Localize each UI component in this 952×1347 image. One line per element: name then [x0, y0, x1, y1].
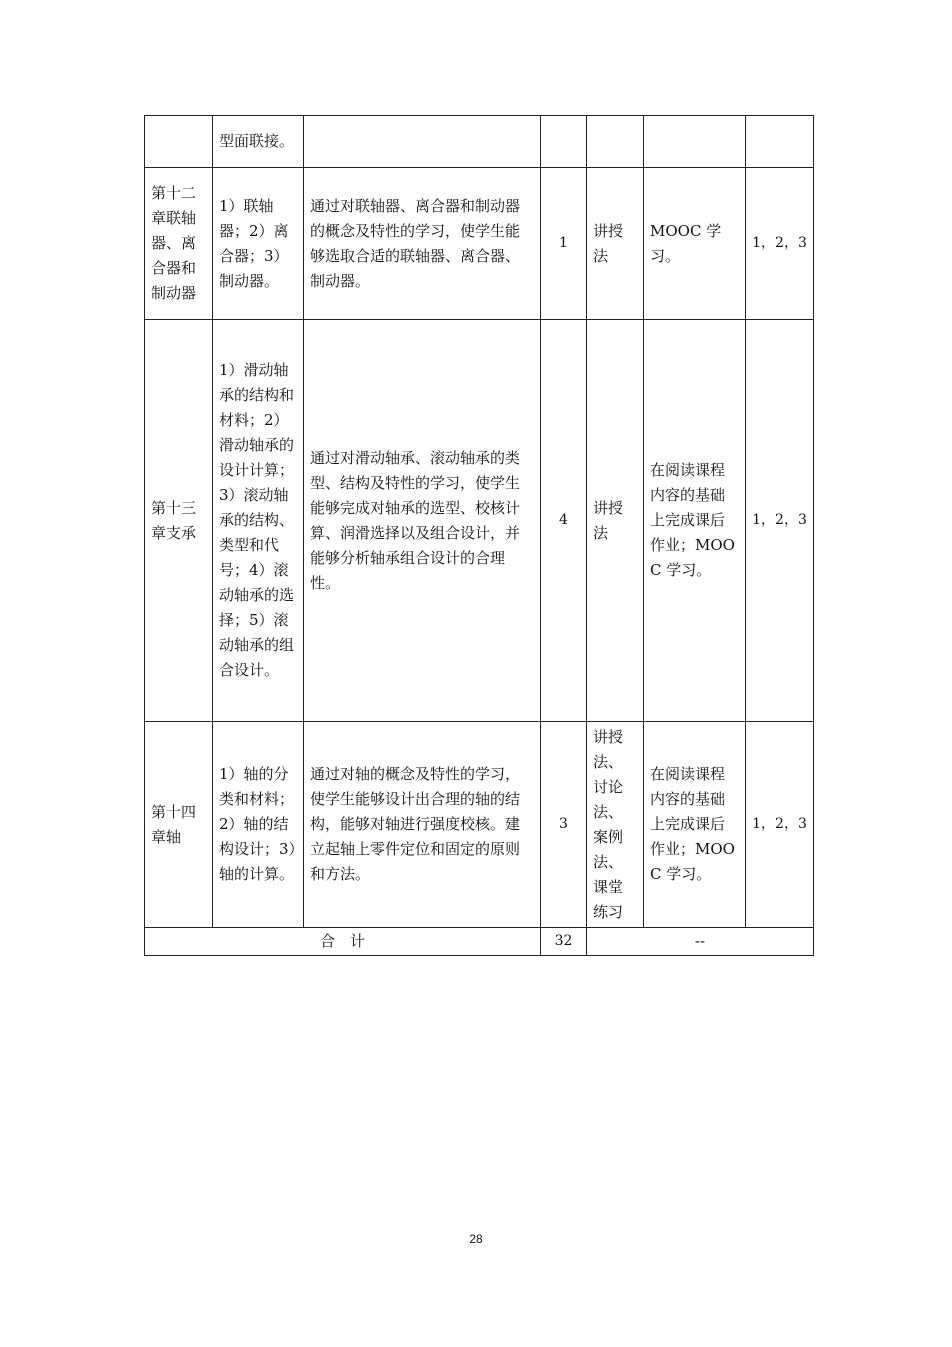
- hours-cell: 4: [541, 320, 587, 722]
- content-cell: 型面联接。: [213, 116, 304, 168]
- table-row: [145, 116, 814, 168]
- chapter-cell: 第十三章支承: [145, 320, 213, 722]
- table-row: [145, 320, 814, 722]
- hours-cell: [541, 116, 587, 168]
- syllabus-table: [144, 115, 814, 956]
- table-row: [145, 722, 814, 928]
- goal-cell: [304, 116, 541, 168]
- page-number: 28: [469, 1232, 483, 1246]
- total-row: [145, 928, 814, 956]
- targets-cell: 1，2，3: [746, 320, 814, 722]
- total-rest: --: [587, 928, 814, 956]
- targets-cell: [746, 116, 814, 168]
- hours-cell: 3: [541, 722, 587, 928]
- hours-cell: 1: [541, 168, 587, 320]
- method-cell: 讲授法: [587, 168, 644, 320]
- targets-cell: 1，2，3: [746, 168, 814, 320]
- content-cell: 1）滑动轴承的结构和材料；2）滑动轴承的设计计算；3）滚动轴承的结构、类型和代号；4）滚动轴承的选择；5）滚动轴承的组合设计。: [213, 320, 304, 722]
- table-row: [145, 168, 814, 320]
- content-cell: 1）联轴器；2）离合器；3）制动器。: [213, 168, 304, 320]
- method-cell: 讲授法、讨论法、案例法、课堂练习: [587, 722, 644, 928]
- targets-cell: 1，2，3: [746, 722, 814, 928]
- homework-cell: MOOC 学习。: [644, 168, 746, 320]
- homework-cell: [644, 116, 746, 168]
- goal-cell: 通过对滑动轴承、滚动轴承的类型、结构及特性的学习，使学生能够完成对轴承的选型、校核计算、润滑选择以及组合设计，并能够分析轴承组合设计的合理性。: [304, 320, 541, 722]
- chapter-cell: [145, 116, 213, 168]
- chapter-cell: 第十二章联轴器、离合器和制动器: [145, 168, 213, 320]
- homework-cell: 在阅读课程内容的基础上完成课后作业；MOOC 学习。: [644, 722, 746, 928]
- chapter-cell: 第十四章轴: [145, 722, 213, 928]
- content-cell: 1）轴的分类和材料；2）轴的结构设计；3）轴的计算。: [213, 722, 304, 928]
- total-hours: 32: [541, 928, 587, 956]
- homework-cell: 在阅读课程内容的基础上完成课后作业；MOOC 学习。: [644, 320, 746, 722]
- method-cell: [587, 116, 644, 168]
- goal-cell: 通过对轴的概念及特性的学习，使学生能够设计出合理的轴的结构，能够对轴进行强度校核。建立起轴上零件定位和固定的原则和方法。: [304, 722, 541, 928]
- method-cell: 讲授法: [587, 320, 644, 722]
- total-label: 合 计: [145, 928, 541, 956]
- goal-cell: 通过对联轴器、离合器和制动器的概念及特性的学习，使学生能够选取合适的联轴器、离合器、制动器。: [304, 168, 541, 320]
